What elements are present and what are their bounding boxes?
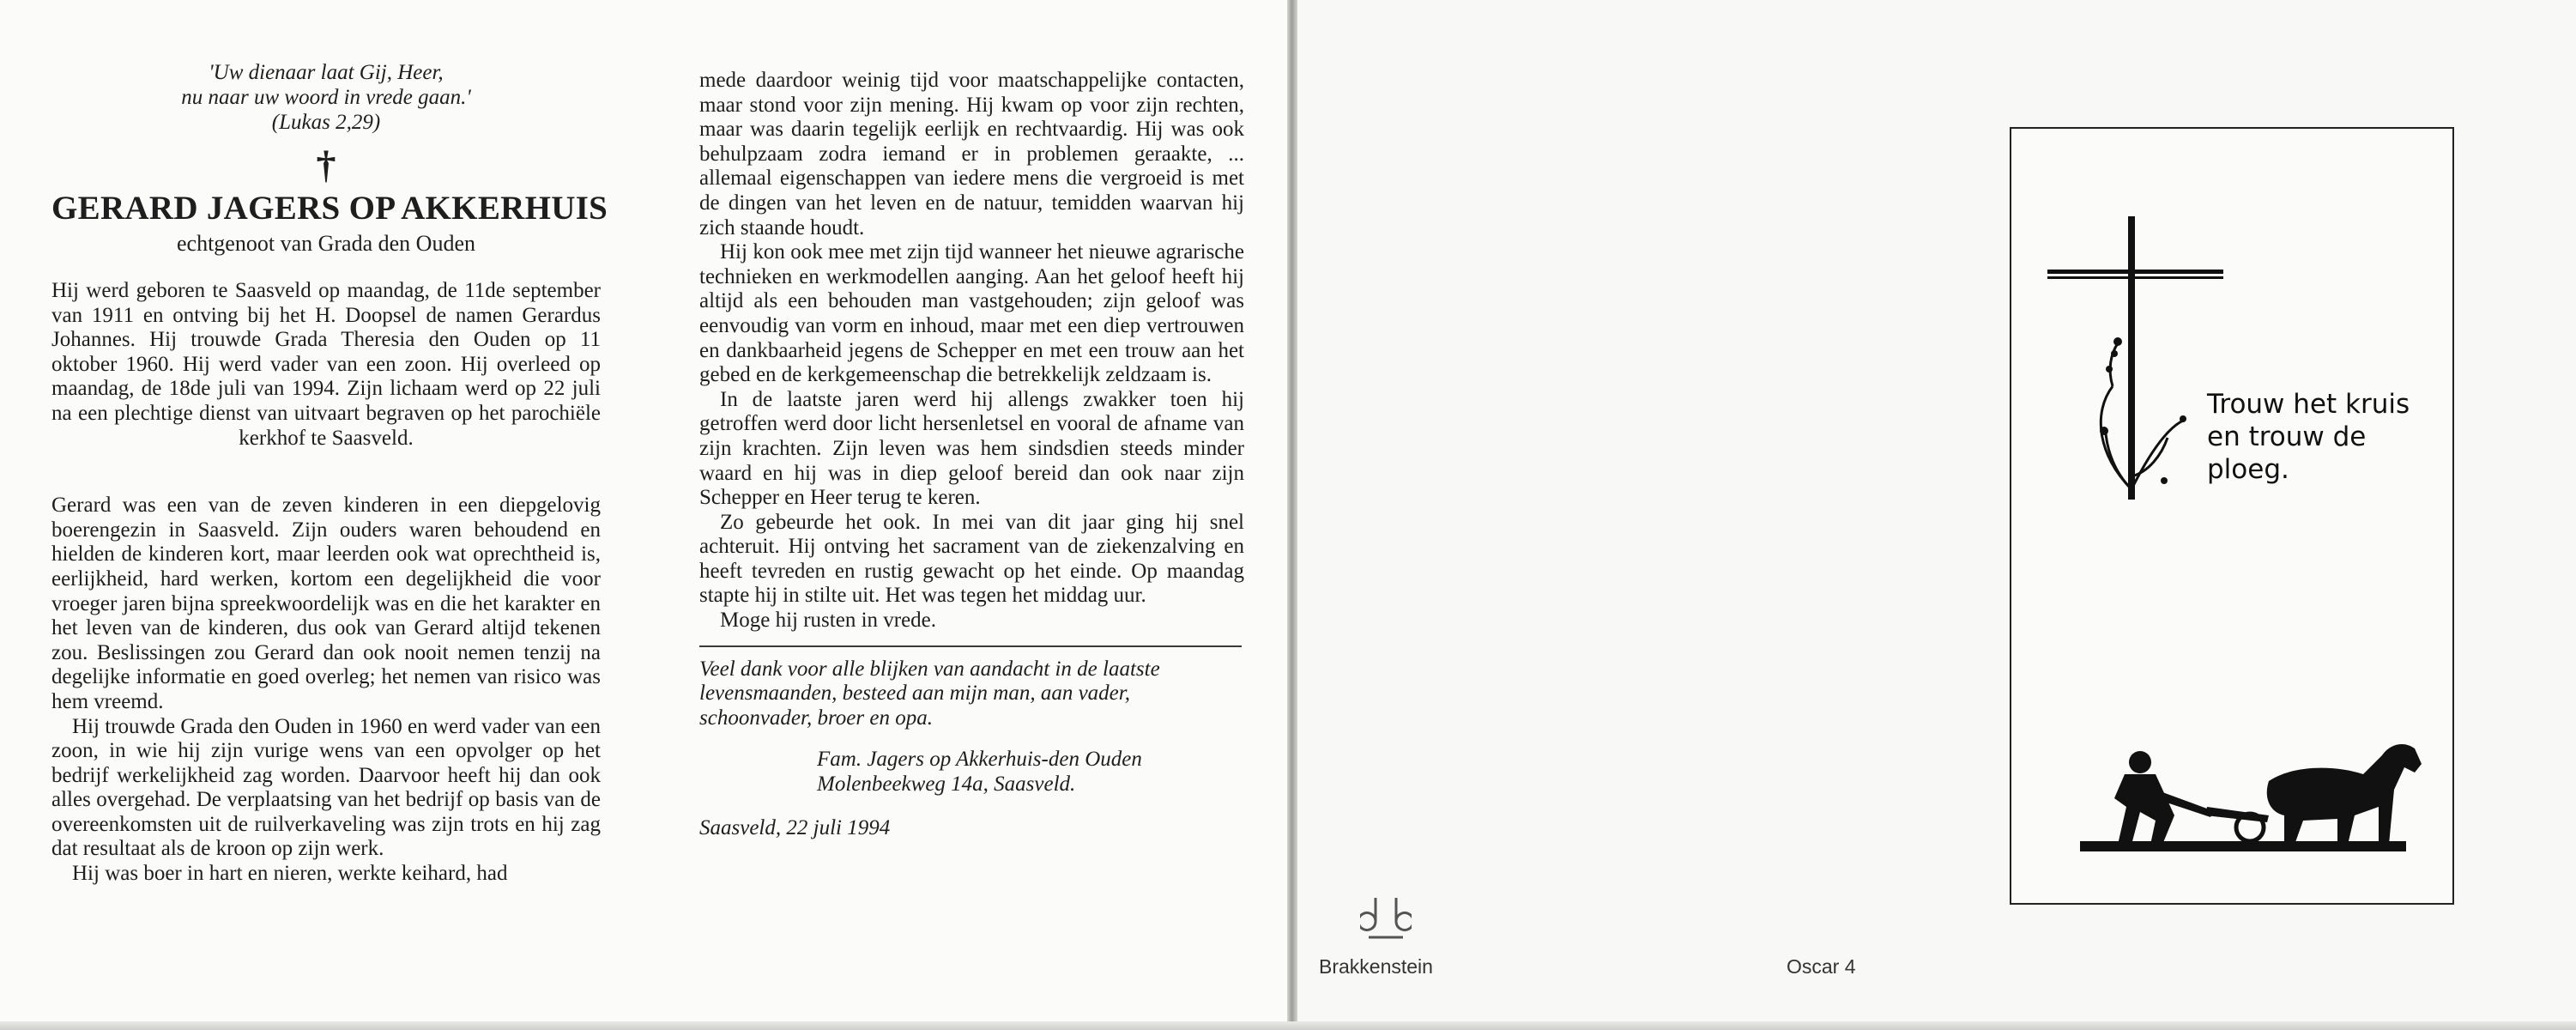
card-fold xyxy=(1287,0,1297,1030)
deceased-name: GERARD JAGERS OP AKKERHUIS xyxy=(51,190,608,227)
bible-quote xyxy=(51,60,601,135)
cross-and-plough-illustration xyxy=(2011,129,2456,906)
quote-line-2: nu naar uw woord in vrede gaan.' xyxy=(181,86,471,109)
scan-edge xyxy=(0,1021,2576,1030)
bio-paragraph-3a: Hij was boer in hart en nieren, werkte keihard, had xyxy=(72,862,508,886)
dagger-cross-icon: † xyxy=(316,142,336,186)
middle-text-column xyxy=(699,69,1244,840)
card-model: Oscar 4 xyxy=(1787,955,1856,978)
bio-paragraph-2: Hij trouwde Grada den Ouden in 1960 en werd vader van een zoon, in wie hij zijn vurige wens van een opvolger op het bedrijf werkelijkheid zag worden. Daarvoor heeft hij dan ook alles overgehad. De verplaatsing van het bedrijf op basis van de overeenkomsten uit de ruilverkaveling was zijn trots en hij zag dat resultaat als de kroon op zijn werk. xyxy=(51,714,601,861)
bio-intro: Hij werd geboren te Saasveld op maandag, de 11de september van 1911 en ontving bij het H. Doopsel de namen Gerardus Johannes. Hij trouwde Grada Theresia den Ouden op 11 oktober 1960. Hij werd vader van een zoon. Hij overleed op maandag, de 18de juli van 1994. Zijn lichaam werd op 22 juli na een plechtige dienst van uitvaart begraven op het parochiële kerkhof te Saasveld. xyxy=(51,279,601,450)
bio-paragraph-5: In de laatste jaren werd hij allengs zwakker toen hij getroffen werd door licht hersenletsel en vooral de afname van zijn krachten. Zijn leven was hem sindsdien steeds minder waard en hij was in diep geloof bereid dan ook naar zijn Schepper en Heer terug te keren. xyxy=(699,387,1244,510)
family-signature xyxy=(817,748,1244,797)
brakkenstein-logo-icon xyxy=(1360,893,1412,944)
cover-card xyxy=(2010,127,2454,905)
flower-stem-icon xyxy=(2101,343,2183,489)
motto-line-2: en trouw de ploeg. xyxy=(2207,421,2367,485)
quote-line-1: 'Uw dienaar laat Gij, Heer, xyxy=(209,61,444,84)
quote-reference: (Lukas 2,29) xyxy=(271,111,381,134)
horse-silhouette-icon xyxy=(2267,744,2422,845)
motto-text xyxy=(2207,388,2452,486)
family-address: Molenbeekweg 14a, Saasveld. xyxy=(817,772,1076,797)
motto-line-1: Trouw het kruis xyxy=(2207,389,2410,420)
bio-paragraph-4: Hij kon ook mee met zijn tijd wanneer het nieuwe agrarische technieken en werkmodellen aanging. Aan het geloof heeft hij altijd als een behouden man vastgehouden; zijn geloof was eenvoudig van vorm en inhoud, maar met een diep vertrouwen en dankbaarheid jegens de Schepper en met een trouw aan het gebed en de kerkgemeenschap die betrekkelijk zeldzaam is. xyxy=(699,240,1244,387)
thanks-note: Veel dank voor alle blijken van aandacht in de laatste levensmaanden, besteed aan mijn man, aan vader, schoonvader, broer en opa. xyxy=(699,657,1160,730)
bio-paragraph-3b: mede daardoor weinig tijd voor maatschappelijke contacten, maar stond voor zijn mening. Hij kwam op voor zijn rechten, maar was daarin tegelijk eerlijk en rechtvaardig. Hij was ook behulpzaam zodra iemand er in problemen geraakte, ... allemaal eigenschappen van iedere mens die vergroeid is met de dingen van het leven en de natuur, temidden waarvan hij zich staande houdt. xyxy=(699,69,1244,239)
bio-paragraph-6: Zo gebeurde het ook. In mei van dit jaar ging hij snel achteruit. Hij ontving het sacrament van de ziekenzalving en heeft tevreden en rustig gewacht op het einde. Op maandag stapte hij in stilte uit. Het was tegen het middag uur. xyxy=(699,510,1244,608)
closing-wish: Moge hij rusten in vrede. xyxy=(720,609,937,633)
bio-paragraph-1: Gerard was een van de zeven kinderen in een diepgelovig boerengezin in Saasveld. Zijn ouders waren behoudend en hielden de kinderen kort, maar leerden ook wat oprechtheid is, eerlijkheid, hard werken, kortom een degelijkheid die voor vroeger jaren bijna spreekwoordelijk was en die het karakter en het leven van de kinderen, dus ook van Gerard altijd tekenen zou. Beslissingen zou Gerard dan ook nooit nemen tenzij na degelijke informatie en goed overleg; het nemen van risico was hem vreemd. xyxy=(51,494,601,713)
spouse-subtitle: echtgenoot van Grada den Ouden xyxy=(177,231,475,256)
place-and-date: Saasveld, 22 juli 1994 xyxy=(699,815,891,839)
divider xyxy=(699,645,1242,647)
publisher-name: Brakkenstein xyxy=(1319,955,1433,978)
left-text-column xyxy=(51,60,608,887)
cross-icon xyxy=(2047,216,2223,500)
family-name: Fam. Jagers op Akkerhuis-den Ouden xyxy=(817,748,1142,772)
